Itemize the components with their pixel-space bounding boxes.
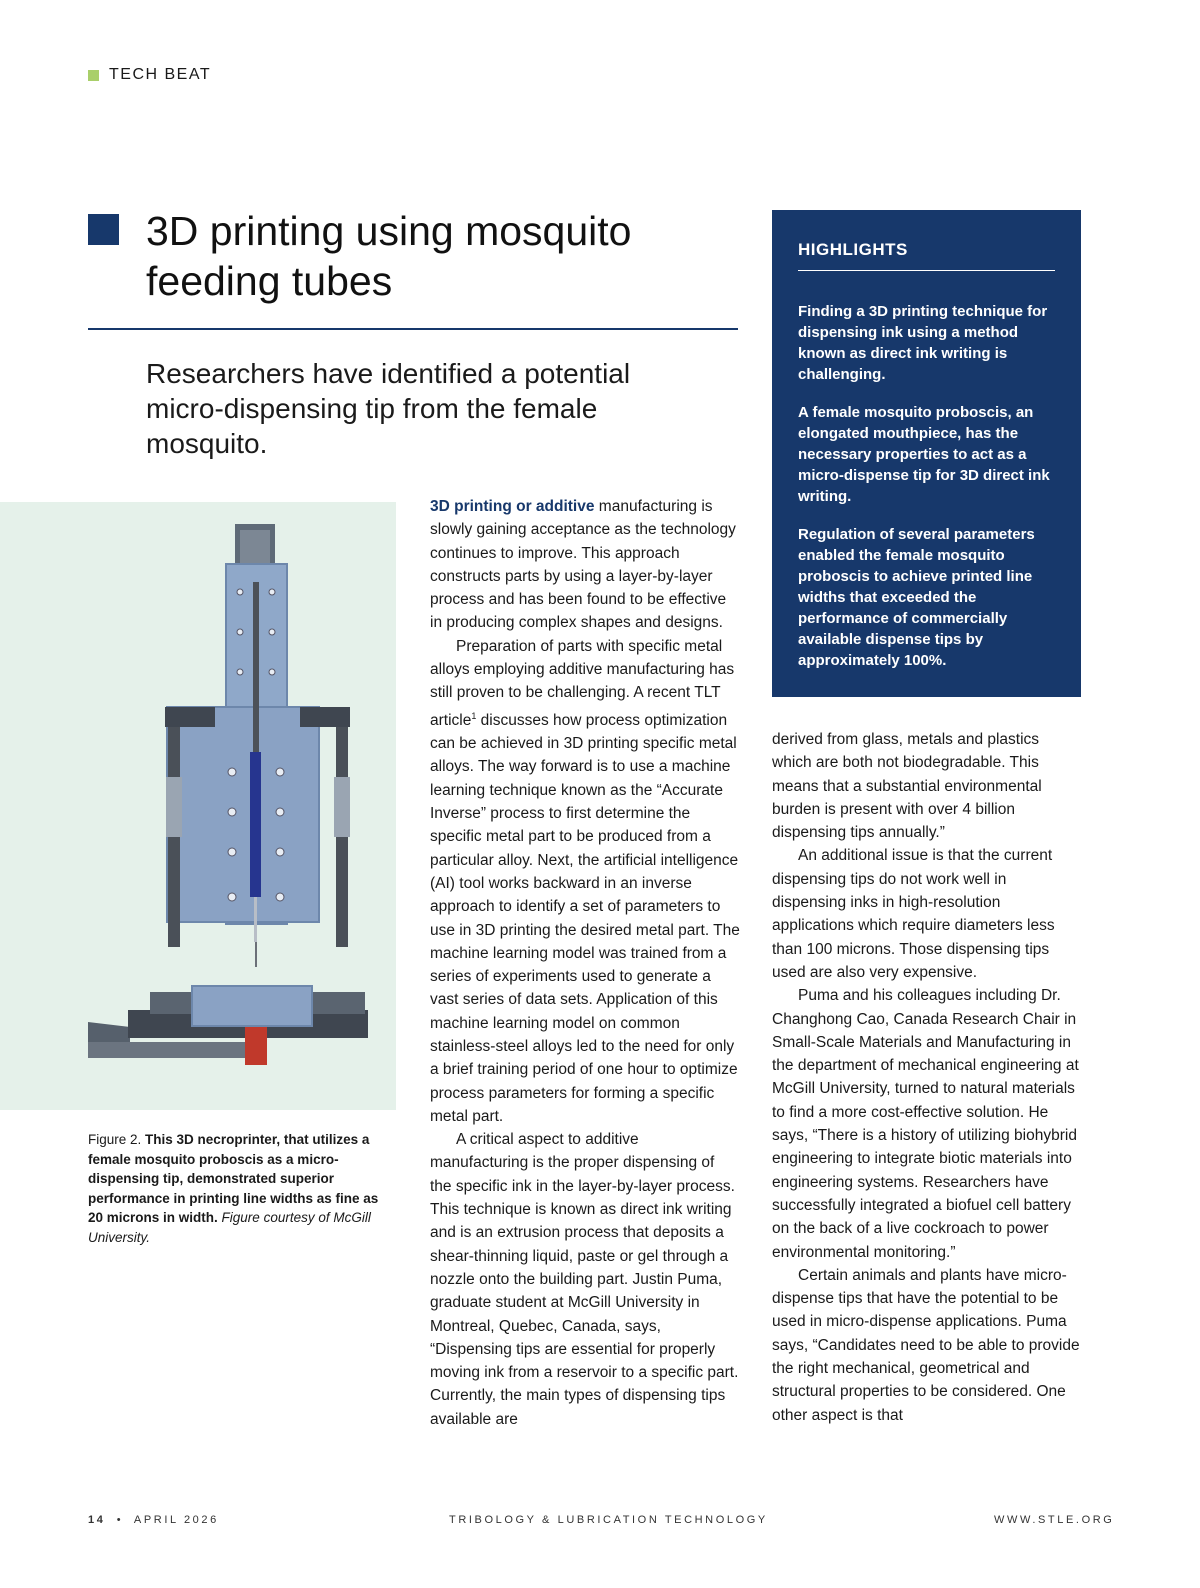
proboscis-tip bbox=[255, 942, 257, 967]
section-tag bbox=[88, 66, 211, 84]
body-paragraph: An additional issue is that the current dispensing tips do not work well in dispensing inks in high-resolution applications which require diameters less than 100 microns. Those dispensing tips used are also very expensive. bbox=[772, 847, 1055, 981]
body-paragraph: A critical aspect to additive manufacturing is the proper dispensing of the specific ink in the layer-by-layer process. This technique is known as direct ink writing and is an extrusion process that deposits a shear-thinning liquid, paste or gel through a nozzle onto the building part. Justin Puma, graduate student at McGill University in Montreal, Quebec, Canada, says, “Dispensing tips are essential for properly moving ink from a reservoir to a specific part. Currently, the main types of dispensing tips available are bbox=[430, 1131, 739, 1428]
body-column-1 bbox=[430, 495, 740, 1431]
bed-clamp bbox=[245, 1027, 267, 1065]
body-paragraph: derived from glass, metals and plastics which are both not biodegradable. This means that a substantial environmental burden is present with over 4 billion dispensing tips annually.” bbox=[772, 731, 1042, 842]
carriage-body bbox=[167, 707, 319, 922]
figure-caption-text: This 3D necroprinter, that utilizes a female mosquito proboscis as a micro-dispensing tip, demonstrated superior performance in printing line widths as fine as 20 microns in width. bbox=[88, 1132, 379, 1225]
highlight-item: Finding a 3D printing technique for dispensing ink using a method known as direct ink writing is challenging. bbox=[798, 303, 1048, 383]
footnote-ref: 1 bbox=[471, 710, 477, 721]
necroprinter-illustration bbox=[0, 502, 396, 1110]
syringe bbox=[250, 752, 261, 897]
figure-label: Figure 2. bbox=[88, 1132, 142, 1147]
paragraph-text: discusses how process optimization can be achieved in 3D printing specific metal alloys. The way forward is to use a machine learning technique known as the “Accurate Inverse” process to first determine the specific metal part to be produced from a particular alloy. Next, the artificial intelligence (AI) tool works backward in an inverse approach to identify a set of parameters to use in 3D printing the desired metal part. The machine learning model was trained from a series of experiments used to generate a vast series of data sets. Application of this machine learning model on common stainless-steel alloys led to the need for only a brief training period of one hour to optimize process parameters for forming a specific metal part. bbox=[430, 711, 740, 1125]
section-label: TECH BEAT bbox=[109, 66, 212, 83]
body-paragraph bbox=[430, 495, 740, 635]
paragraph-text: Preparation of parts with specific metal alloys employing additive manufacturing has still proven to be challenging. A recent TLT article bbox=[430, 637, 735, 729]
footer-page-info bbox=[88, 1514, 219, 1526]
page-number: 14 bbox=[88, 1514, 106, 1526]
print-bed bbox=[192, 986, 312, 1026]
section-marker-icon bbox=[88, 70, 99, 81]
lead-in: 3D printing or additive bbox=[430, 498, 595, 515]
highlights-heading: HIGHLIGHTS bbox=[798, 240, 1055, 271]
article-title: 3D printing using mosquito feeding tubes bbox=[146, 208, 632, 304]
figure-credit: Figure courtesy of McGill University. bbox=[88, 1210, 371, 1245]
article-subtitle: Researchers have identified a potential micro-dispensing tip from the female mosquito. bbox=[146, 358, 631, 459]
body-paragraph bbox=[430, 635, 740, 1128]
highlight-item: A female mosquito proboscis, an elongated mouthpiece, has the necessary properties to act as a micro-dispense tip for 3D direct ink writing. bbox=[798, 404, 1050, 505]
website-link[interactable]: WWW.STLE.ORG bbox=[994, 1514, 1115, 1526]
issue-date: APRIL 2026 bbox=[133, 1514, 219, 1526]
body-paragraph: Certain animals and plants have micro-dispense tips that have the potential to be used in micro-dispense applications. Puma says, “Candidates need to be able to provide the right mechanical, geometrical and structural properties to be considered. One other aspect is that bbox=[772, 1266, 1080, 1424]
body-paragraph: Puma and his colleagues including Dr. Changhong Cao, Canada Research Chair in Small-Scale Materials and Manufacturing in the department of mechanical engineering at McGill University, turned to natural materials to find a more cost-effective solution. He says, “There is a history of utilizing biohybrid engineering to integrate biotic materials into engineering systems. Researchers have successfully integrated a biofuel cell battery on the back of a live cockroach to power environmental monitoring.” bbox=[772, 987, 1079, 1261]
publication-name: TRIBOLOGY & LUBRICATION TECHNOLOGY bbox=[449, 1514, 768, 1526]
footer-separator: • bbox=[116, 1514, 124, 1526]
necroprinter-figure bbox=[0, 502, 396, 1110]
highlights-box bbox=[772, 210, 1081, 697]
title-marker-icon bbox=[88, 214, 119, 245]
highlight-item: Regulation of several parameters enabled the female mosquito proboscis to achieve printed line widths that exceeded the performance of commercially available dispense tips by approximately 100%. bbox=[798, 526, 1035, 669]
body-column-2 bbox=[772, 728, 1082, 1427]
figure-caption bbox=[88, 1130, 388, 1247]
paragraph-text: manufacturing is slowly gaining acceptance as the technology continues to improve. This approach constructs parts by using a layer-by-layer process and has been found to be effective in producing complex shapes and designs. bbox=[430, 498, 736, 632]
title-divider bbox=[88, 328, 738, 330]
